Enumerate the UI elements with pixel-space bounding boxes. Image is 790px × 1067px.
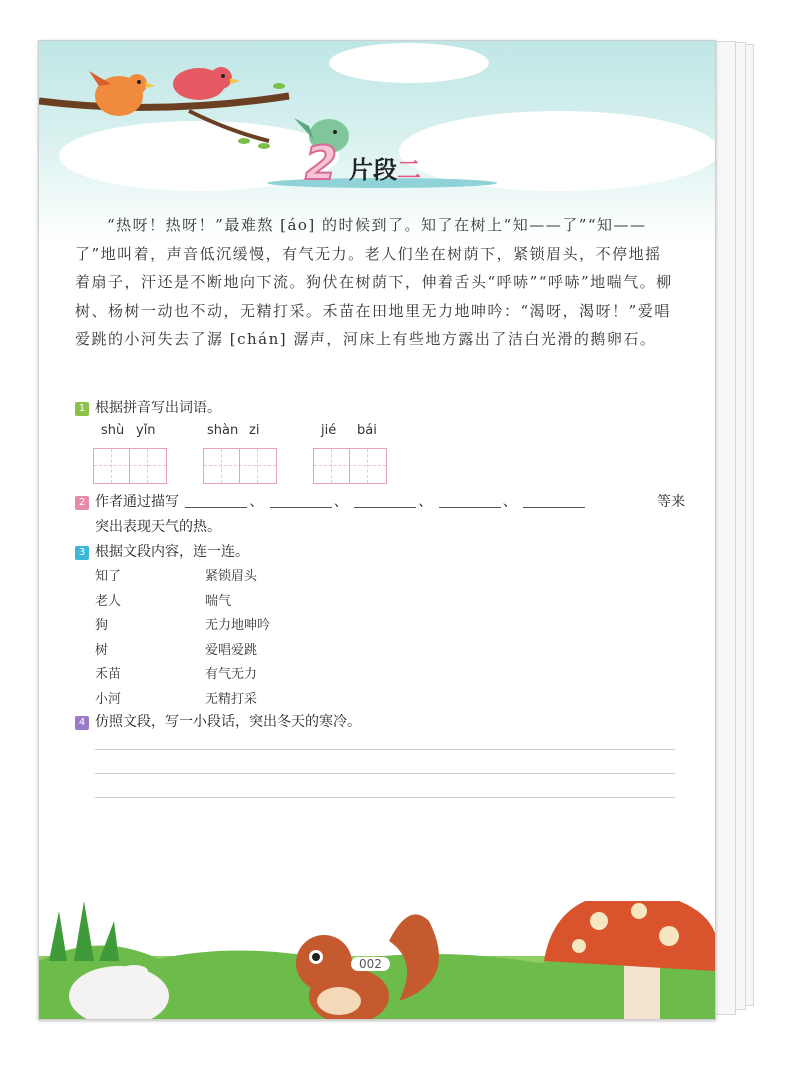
match-left-item[interactable]: 禾苗 xyxy=(95,667,122,682)
separator: 、 xyxy=(333,494,348,510)
match-right-item[interactable]: 无力地呻吟 xyxy=(205,618,271,633)
pinyin: shàn xyxy=(207,423,239,438)
answer-blank[interactable] xyxy=(354,493,416,508)
workbook-page xyxy=(38,40,716,1020)
question-2 xyxy=(75,491,685,511)
match-right-item[interactable]: 爱唱爱跳 xyxy=(205,643,258,658)
title-prefix: 片段 xyxy=(349,156,397,184)
page-number: 002 xyxy=(351,957,390,971)
match-right-item[interactable]: 紧锁眉头 xyxy=(205,569,258,584)
match-right-item[interactable]: 喘气 xyxy=(205,594,232,609)
pinyin: yǐn xyxy=(136,423,156,438)
match-left-item[interactable]: 树 xyxy=(95,643,109,658)
match-left-item[interactable]: 老人 xyxy=(95,594,122,609)
writing-line[interactable] xyxy=(95,797,675,798)
writing-grid[interactable] xyxy=(203,448,277,484)
title-suffix: 二 xyxy=(397,156,421,184)
question-number: 1 xyxy=(75,402,89,416)
match-right-item[interactable]: 无精打采 xyxy=(205,692,258,707)
question-4 xyxy=(75,711,361,731)
writing-grid[interactable] xyxy=(313,448,387,484)
question-2-line2: 突出表现天气的热。 xyxy=(95,519,221,535)
question-number: 3 xyxy=(75,546,89,560)
reading-passage: “热呀！热呀！”最难熬 [áo] 的时候到了。知了在树上“知——了”“知——了”地叫着，声音低沉缓慢，有气无力。老人们坐在树荫下，紧锁眉头，不停地摇着扇子，汗还是不断地向下流。狗伏在树荫下，伸着舌头“呼哧”“呼哧”地喘气。柳树、杨树一动也不动，无精打采。禾苗在田地里无力地呻吟：“渴呀，渴呀！”爱唱爱跳的小河失去了潺 [chán] 潺声，河床上有些地方露出了洁白光滑的鹅卵石。 xyxy=(75,216,673,348)
match-left-item[interactable]: 小河 xyxy=(95,692,122,707)
question-number: 4 xyxy=(75,716,89,730)
pinyin: bái xyxy=(357,423,377,438)
writing-line[interactable] xyxy=(95,773,675,774)
separator: 、 xyxy=(418,494,433,510)
separator: 、 xyxy=(502,494,517,510)
question-text: 仿照文段，写一小段话，突出冬天的寒冷。 xyxy=(95,714,361,730)
red-bird-icon xyxy=(173,67,240,100)
question-text-end: 等来 xyxy=(657,494,685,510)
match-left-item[interactable]: 知了 xyxy=(95,569,122,584)
question-3 xyxy=(75,541,249,561)
writing-grid[interactable] xyxy=(93,448,167,484)
pinyin: zi xyxy=(249,423,260,438)
question-1 xyxy=(75,397,221,417)
separator: 、 xyxy=(249,494,264,510)
match-left-item[interactable]: 狗 xyxy=(95,618,109,633)
match-right-item[interactable]: 有气无力 xyxy=(205,667,258,682)
question-text: 根据拼音写出词语。 xyxy=(95,400,221,416)
pinyin: jié xyxy=(321,423,337,438)
lesson-title xyxy=(267,136,497,196)
pinyin: shù xyxy=(101,423,125,438)
lesson-title-text xyxy=(349,150,421,185)
answer-blank[interactable] xyxy=(439,493,501,508)
lesson-number: 2 xyxy=(305,136,338,190)
writing-line[interactable] xyxy=(95,749,675,750)
answer-blank[interactable] xyxy=(185,493,247,508)
answer-blank[interactable] xyxy=(523,493,585,508)
question-text: 作者通过描写 xyxy=(95,494,179,510)
answer-blank[interactable] xyxy=(270,493,332,508)
question-number: 2 xyxy=(75,496,89,510)
question-text: 根据文段内容，连一连。 xyxy=(95,544,249,560)
